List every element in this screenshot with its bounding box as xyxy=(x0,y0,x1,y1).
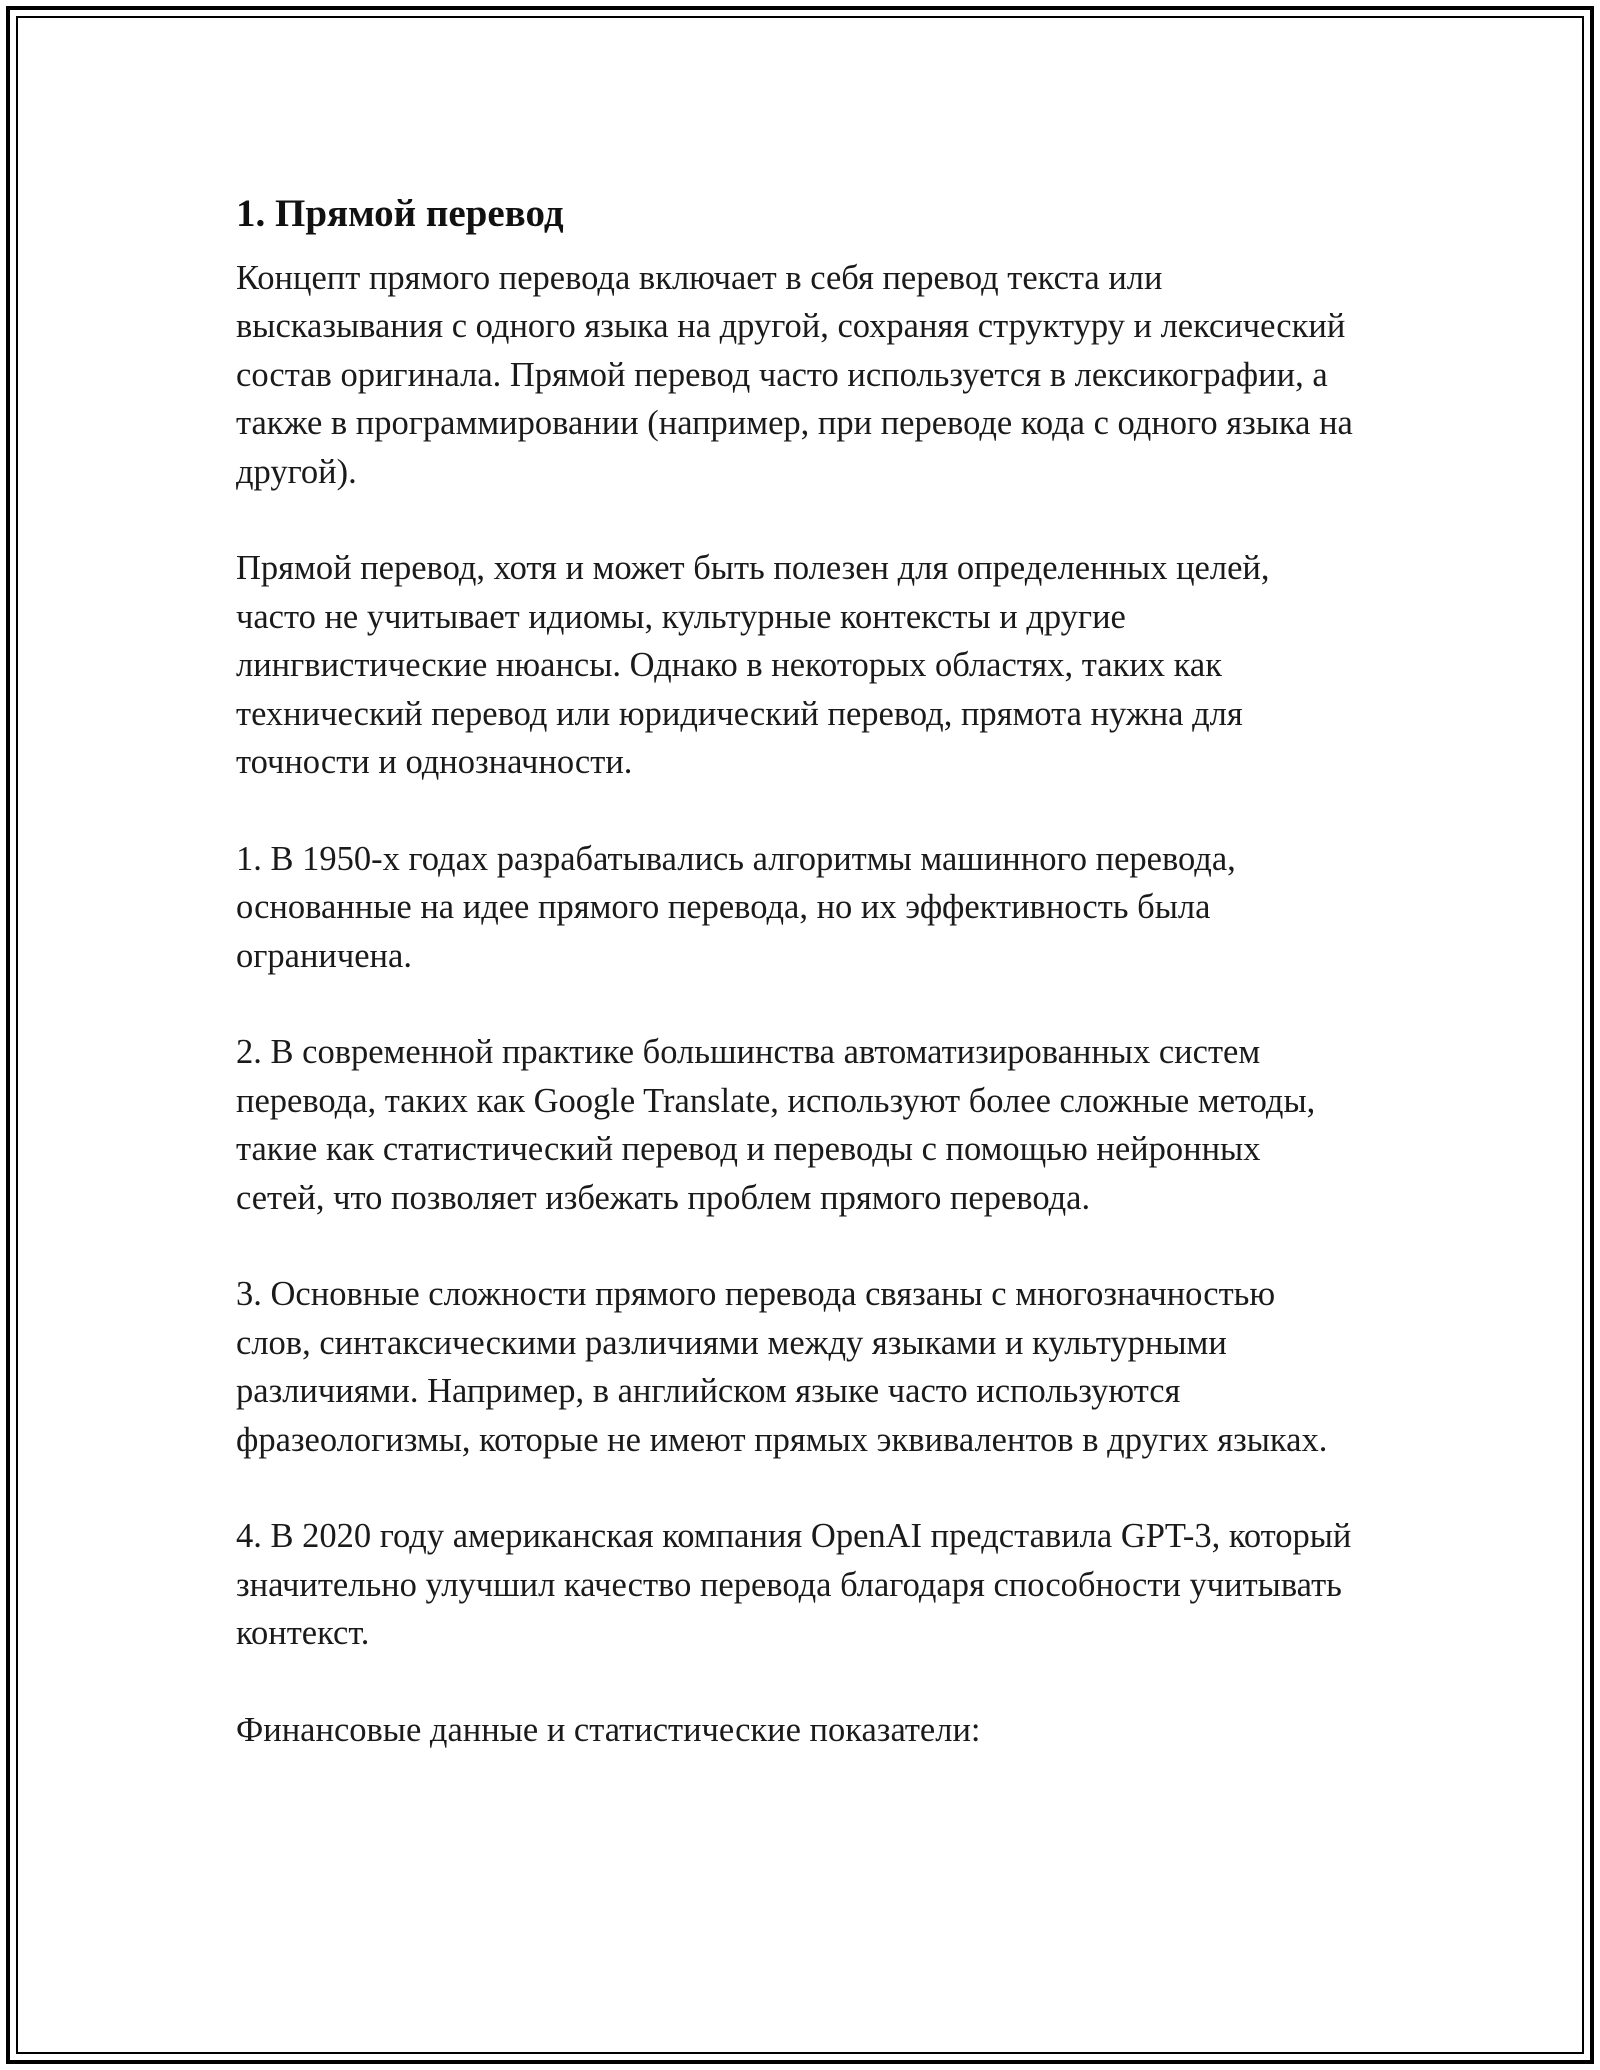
list-item-2: 2. В современной практике большинства автоматизированных систем перевода, таких как Google Translate, используют более сложные методы, такие как статистический перевод и переводы с помощью нейронных сетей, что позволяет избежать проблем прямого перевода. xyxy=(236,1033,1316,1217)
list-item-3: 3. Основные сложности прямого перевода связаны с многозначностью слов, синтаксическими различиями между языками и культурными различиями. Например, в английском языке часто используются фразеологизмы, которые не имеют прямых эквивалентов в других языках. xyxy=(236,1275,1328,1459)
paragraph-limitations: Прямой перевод, хотя и может быть полезен для определенных целей, часто не учитывает идиомы, культурные контексты и другие лингвистические нюансы. Однако в некоторых областях, таких как технический перевод или юридический перевод, прямота нужна для точности и однозначности. xyxy=(236,549,1270,782)
list-item-4: 4. В 2020 году американская компания OpenAI представила GPT-3, который значительно улучшил качество перевода благодаря способности учитывать контекст. xyxy=(236,1517,1352,1653)
document-body xyxy=(236,186,1356,1803)
list-item-1: 1. В 1950-х годах разрабатывались алгоритмы машинного перевода, основанные на идее прямого перевода, но их эффективность была ограничена. xyxy=(236,839,1236,975)
paragraph-intro: Концепт прямого перевода включает в себя перевод текста или высказывания с одного языка на другой, сохраняя структуру и лексический состав оригинала. Прямой перевод часто используется в лексикографии, а также в программировании (например, при переводе кода с одного языка на другой). xyxy=(236,259,1353,491)
section-heading: 1. Прямой перевод xyxy=(236,192,564,235)
paragraph-financial-heading: Финансовые данные и статистические показатели: xyxy=(236,1711,981,1750)
